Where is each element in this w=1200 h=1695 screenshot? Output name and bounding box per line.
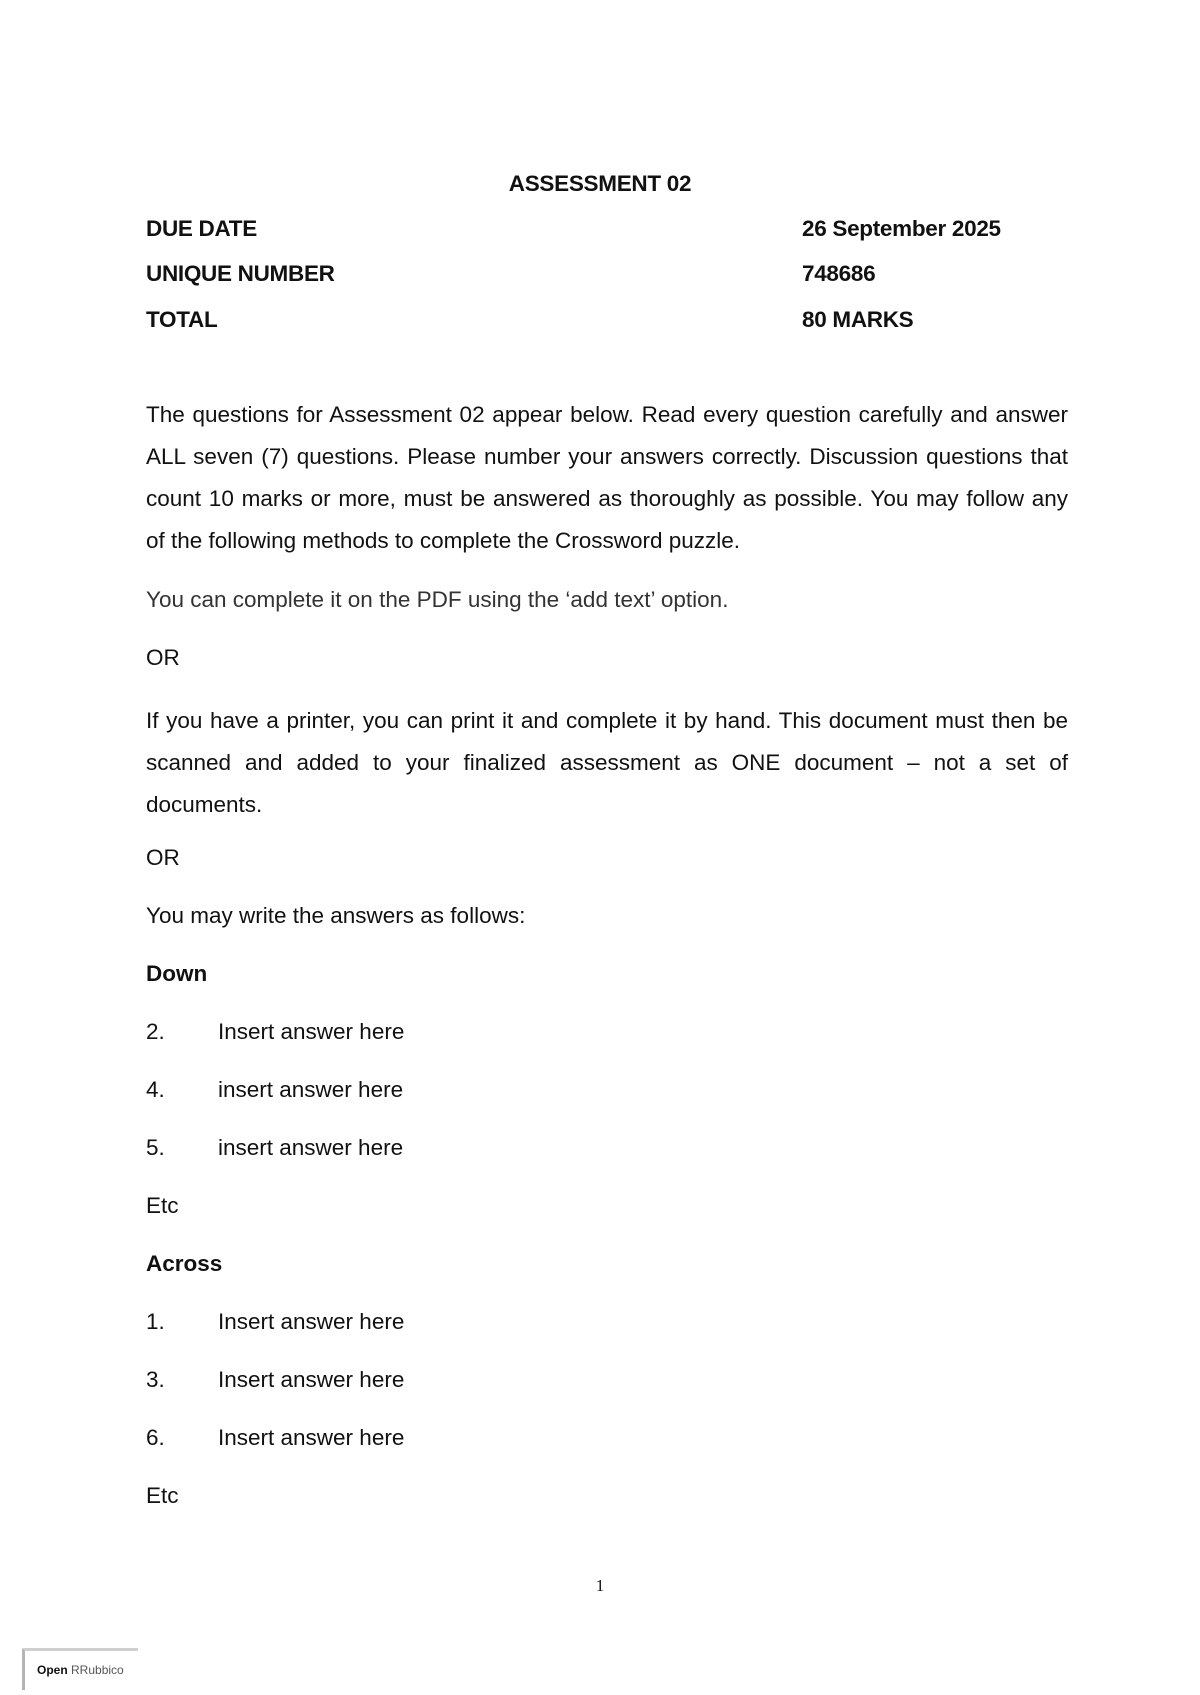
intro-paragraph: The questions for Assessment 02 appear below. Read every question carefully and answer ALL seven (7) questions. Please number your answers correctly. Discussion questions that count 10 marks or more, must be answered as thoroughly as possible. You may follow any of the following methods to complete the Crossword puzzle. (146, 402, 1068, 553)
across-item-answer: Insert answer here (218, 1367, 405, 1392)
total-label: TOTAL (146, 307, 218, 332)
across-item-answer: Insert answer here (218, 1309, 405, 1334)
down-heading: Down (146, 961, 208, 986)
across-item-number: 6. (146, 1425, 165, 1450)
down-item-number: 2. (146, 1019, 165, 1044)
footer-logo (22, 1648, 138, 1690)
footer-logo-bold: Open (37, 1663, 68, 1677)
down-item-number: 5. (146, 1135, 165, 1160)
due-date-value: 26 September 2025 (802, 216, 1001, 241)
method-print-text: If you have a printer, you can print it and complete it by hand. This document must then be scanned and added to your finalized assessment as ONE document – not a set of documents. (146, 708, 1068, 817)
across-heading: Across (146, 1251, 223, 1276)
down-etc: Etc (146, 1193, 179, 1218)
across-item-number: 3. (146, 1367, 165, 1392)
across-item-number: 1. (146, 1309, 165, 1334)
unique-number-label: UNIQUE NUMBER (146, 261, 335, 286)
due-date-label: DUE DATE (146, 216, 257, 241)
or-separator: OR (146, 645, 180, 670)
footer-logo-rest: RRubbico (71, 1663, 124, 1677)
total-value: 80 MARKS (802, 307, 914, 332)
or-separator: OR (146, 845, 180, 870)
across-item-answer: Insert answer here (218, 1425, 405, 1450)
method-pdf-text: You can complete it on the PDF using the ‘add text’ option. (146, 587, 729, 612)
unique-number-value: 748686 (802, 261, 876, 286)
page-number: 1 (595, 1576, 605, 1595)
down-item-number: 4. (146, 1077, 165, 1102)
across-etc: Etc (146, 1483, 179, 1508)
footer-logo-text (37, 1663, 124, 1677)
page-title: ASSESSMENT 02 (508, 171, 692, 196)
down-item-answer: insert answer here (218, 1077, 404, 1102)
down-item-answer: Insert answer here (218, 1019, 405, 1044)
method-write-text: You may write the answers as follows: (146, 903, 526, 928)
down-item-answer: insert answer here (218, 1135, 404, 1160)
